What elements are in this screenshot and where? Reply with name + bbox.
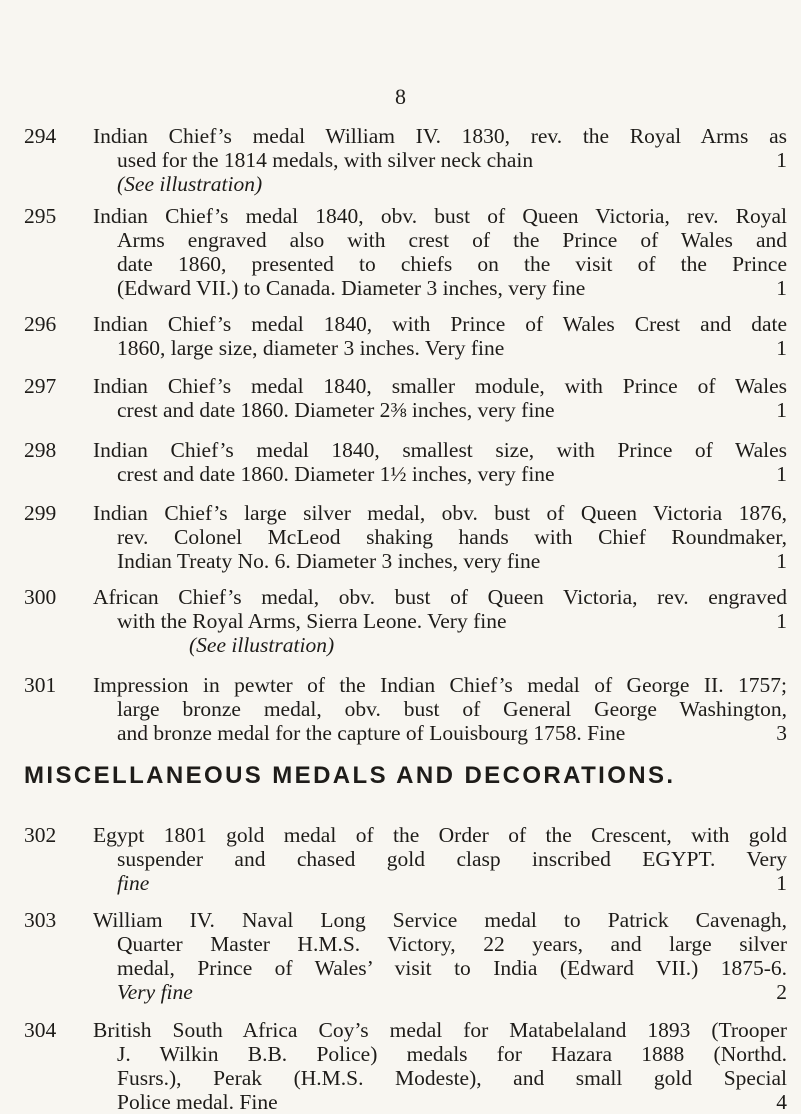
lot-line: rev. Colonel McLeod shaking hands with Chief Roundmaker,	[117, 525, 787, 549]
section-heading: MISCELLANEOUS MEDALS AND DECORATIONS.	[24, 762, 676, 789]
lot-line: Impression in pewter of the Indian Chief’s medal of George II. 1757;	[93, 673, 787, 697]
lot-line: Arms engraved also with crest of the Prince of Wales and	[117, 228, 787, 252]
lot-line: Indian Chief’s medal 1840, smaller module, with Prince of Wales	[93, 374, 787, 398]
lot-number: 297	[24, 374, 57, 398]
lot-line: with the Royal Arms, Sierra Leone. Very fine	[117, 609, 507, 633]
lot-quantity: 1	[776, 148, 787, 172]
lot-line: and bronze medal for the capture of Louisbourg 1758. Fine	[117, 721, 626, 745]
lot-line: William IV. Naval Long Service medal to Patrick Cavenagh,	[93, 908, 787, 932]
lot-line: crest and date 1860. Diameter 1½ inches, very fine	[117, 462, 555, 486]
lot-line: used for the 1814 medals, with silver neck chain	[117, 148, 534, 172]
lot-number: 300	[24, 585, 57, 609]
lot-number: 301	[24, 673, 57, 697]
lot-number: 294	[24, 124, 57, 148]
lot-line: Quarter Master H.M.S. Victory, 22 years, and large silver	[117, 932, 787, 956]
lot-number: 298	[24, 438, 57, 462]
lot-line: Indian Chief’s medal 1840, obv. bust of Queen Victoria, rev. Royal	[93, 204, 787, 228]
lot-line: (See illustration)	[117, 172, 263, 196]
lot-line: date 1860, presented to chiefs on the visit of the Prince	[117, 252, 787, 276]
lot-line: Egypt 1801 gold medal of the Order of the Crescent, with gold	[93, 823, 787, 847]
lot-line: fine	[117, 871, 150, 895]
lot-line: Indian Chief’s medal 1840, with Prince of Wales Crest and date	[93, 312, 787, 336]
lot-quantity: 2	[776, 980, 787, 1004]
lot-line: Indian Chief’s medal William IV. 1830, rev. the Royal Arms as	[93, 124, 787, 148]
lot-line: Police medal. Fine	[117, 1090, 278, 1114]
lot-line: Indian Treaty No. 6. Diameter 3 inches, very fine	[117, 549, 541, 573]
lot-quantity: 3	[776, 721, 787, 745]
page-number: 8	[395, 84, 406, 109]
lot-quantity: 1	[776, 336, 787, 360]
lot-line: medal, Prince of Wales’ visit to India (Edward VII.) 1875-6.	[117, 956, 787, 980]
lot-line: crest and date 1860. Diameter 2⅜ inches, very fine	[117, 398, 555, 422]
lot-number: 299	[24, 501, 57, 525]
lot-line: large bronze medal, obv. bust of General George Washington,	[117, 697, 787, 721]
lot-number: 296	[24, 312, 57, 336]
lot-number: 302	[24, 823, 57, 847]
lot-number: 304	[24, 1018, 57, 1042]
lot-quantity: 4	[776, 1090, 787, 1114]
lot-line: J. Wilkin B.B. Police) medals for Hazara 1888 (Northd.	[117, 1042, 787, 1066]
lot-line: 1860, large size, diameter 3 inches. Very fine	[117, 336, 505, 360]
lot-line: African Chief’s medal, obv. bust of Queen Victoria, rev. engraved	[93, 585, 787, 609]
lot-quantity: 1	[776, 549, 787, 573]
lot-line: (Edward VII.) to Canada. Diameter 3 inches, very fine	[117, 276, 586, 300]
lot-line: Fusrs.), Perak (H.M.S. Modeste), and small gold Special	[117, 1066, 787, 1090]
lot-number: 303	[24, 908, 57, 932]
lot-quantity: 1	[776, 462, 787, 486]
lot-line: suspender and chased gold clasp inscribed EGYPT. Very	[117, 847, 787, 871]
lot-quantity: 1	[776, 398, 787, 422]
lot-line: British South Africa Coy’s medal for Matabelaland 1893 (Trooper	[93, 1018, 787, 1042]
lot-line: Very fine	[117, 980, 193, 1004]
lot-line: (See illustration)	[189, 633, 335, 657]
lot-line: Indian Chief’s large silver medal, obv. bust of Queen Victoria 1876,	[93, 501, 787, 525]
lot-number: 295	[24, 204, 57, 228]
lot-quantity: 1	[776, 609, 787, 633]
lot-quantity: 1	[776, 871, 787, 895]
lot-line: Indian Chief’s medal 1840, smallest size, with Prince of Wales	[93, 438, 787, 462]
lot-quantity: 1	[776, 276, 787, 300]
